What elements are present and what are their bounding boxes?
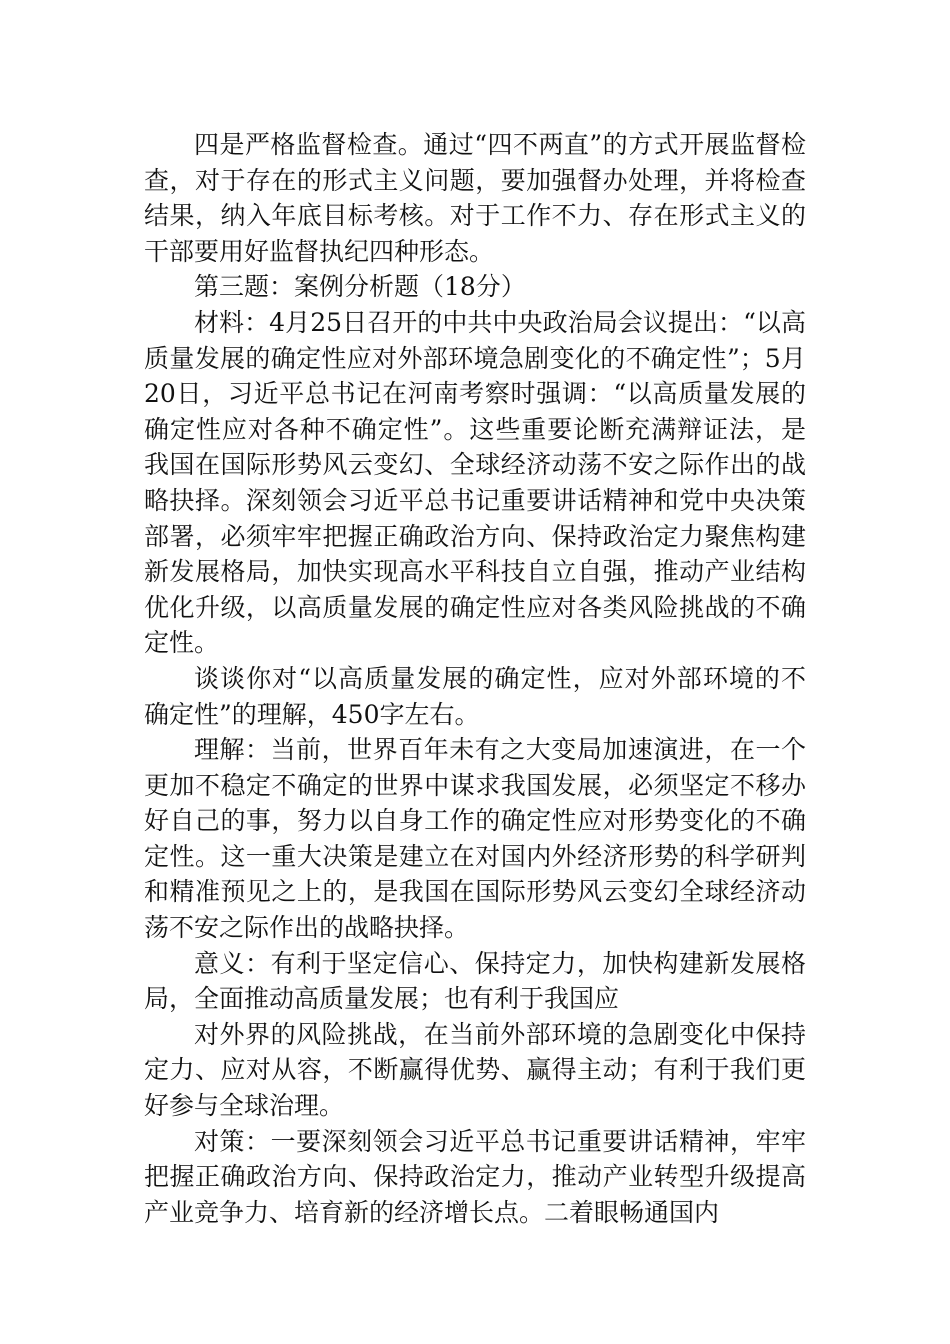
paragraph-material: 材料：4月25日召开的中共中央政治局会议提出：“以高质量发展的确定性应对外部环境急剧变化的不确定性”；5月20日，习近平总书记在河南考察时强调：“以高质量发展的确定性应对各种不确定性”。这些重要论断充满辩证法，是我国在国际形势风云变幻、全球经济动荡不安之际作出的战略抉择。深刻领会习近平总书记重要讲话精神和党中央决策部署，必须牢牢把握正确政治方向、保持政治定力聚焦构建新发展格局，加快实现高水平科技自立自强，推动产业结构优化升级，以高质量发展的确定性应对各类风险挑战的不确定性。 (144, 307, 806, 658)
paragraph-understanding: 理解：当前，世界百年未有之大变局加速演进，在一个更加不稳定不确定的世界中谋求我国发展，必须坚定不移办好自己的事，努力以自身工作的确定性应对形势变化的不确定性。这一重大决策是建立在对国内外经济形势的科学研判和精准预见之上的，是我国在国际形势风云变幻全球经济动荡不安之际作出的战略抉择。 (144, 735, 806, 943)
paragraph-supervision: 四是严格监督检查。通过“四不两直”的方式开展监督检查，对于存在的形式主义问题，要加强督办处理，并将检查结果，纳入年底目标考核。对于工作不力、存在形式主义的干部要用好监督执纪四种形态。 (144, 130, 806, 266)
paragraph-significance-continued: 对外界的风险挑战，在当前外部环境的急剧变化中保持定力、应对从容，不断赢得优势、赢得主动；有利于我们更好参与全球治理。 (144, 1019, 806, 1121)
section-heading-case-analysis: 第三题：案例分析题（18分） (194, 272, 526, 302)
document-body (144, 127, 806, 1230)
paragraph-question: 谈谈你对“以高质量发展的确定性，应对外部环境的不确定性”的理解，450字左右。 (144, 663, 806, 729)
paragraph-significance: 意义：有利于坚定信心、保持定力，加快构建新发展格局，全面推动高质量发展；也有利于我国应 (144, 948, 806, 1014)
paragraph-countermeasures: 对策：一要深刻领会习近平总书记重要讲话精神，牢牢把握正确政治方向、保持政治定力，推动产业转型升级提高产业竞争力、培育新的经济增长点。二着眼畅通国内 (144, 1126, 806, 1227)
